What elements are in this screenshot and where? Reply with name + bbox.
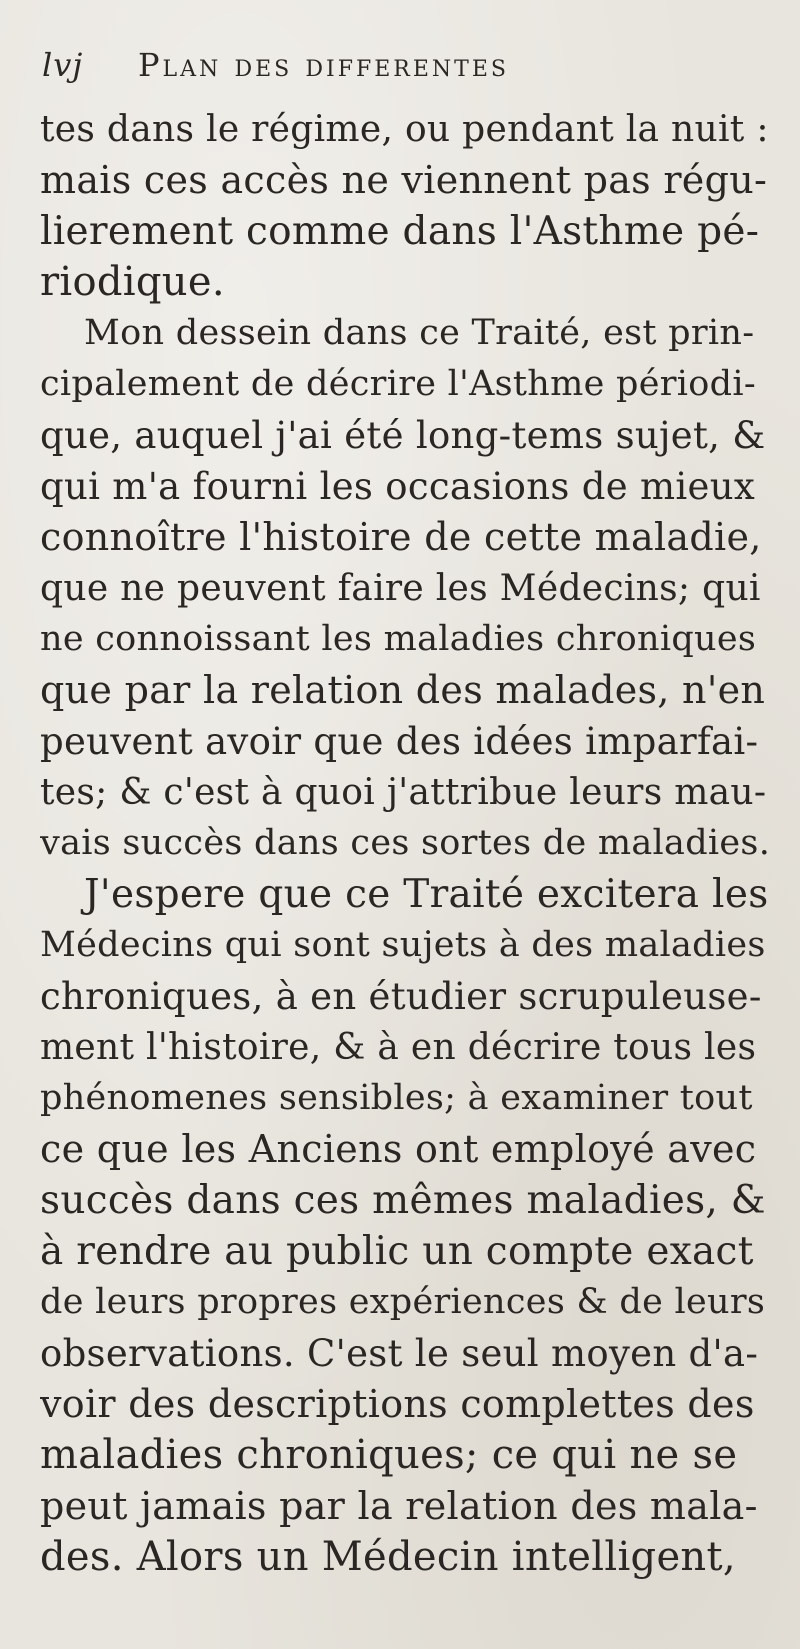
text-line: tes; & c'est à quoi j'attribue leurs mau-	[40, 772, 767, 813]
text-line: à rendre au public un compte exact	[40, 1229, 754, 1274]
text-line: vais succès dans ces sortes de maladies.	[40, 823, 770, 863]
text-line: connoître l'histoire de cette maladie,	[40, 515, 762, 559]
text-line: observations. C'est le seul moyen d'a-	[40, 1332, 759, 1375]
text-line: ne connoissant les maladies chroniques	[40, 619, 757, 659]
text-line: des. Alors un Médecin intelligent,	[40, 1534, 736, 1580]
text-line: Médecins qui sont sujets à des maladies	[40, 925, 766, 965]
text-line: succès dans ces mêmes maladies, &	[40, 1178, 766, 1223]
text-line: chroniques, à en étudier scrupuleuse-	[40, 975, 762, 1018]
running-title: Plan des differentes	[138, 46, 509, 84]
text-line: J'espere que ce Traité excitera les	[84, 872, 769, 917]
text-line: phénomenes sensibles; à examiner tout	[40, 1078, 753, 1118]
text-line: peut jamais par la relation des mala-	[40, 1484, 758, 1528]
text-line: mais ces accès ne viennent pas régu-	[40, 158, 768, 202]
page-header	[42, 46, 742, 96]
body-text	[40, 104, 770, 1583]
text-line: de leurs propres expériences & de leurs	[40, 1282, 766, 1322]
text-line: que, auquel j'ai été long-tems sujet, &	[40, 414, 766, 457]
text-line: que ne peuvent faire les Médecins; qui	[40, 568, 761, 609]
text-line: ce que les Anciens ont employé avec	[40, 1127, 757, 1171]
text-line: cipalement de décrire l'Asthme périodi-	[40, 364, 756, 404]
text-line: que par la relation des malades, n'en	[40, 668, 766, 712]
text-line: lierement comme dans l'Asthme pé-	[40, 209, 760, 254]
text-line: Mon dessein dans ce Traité, est prin-	[84, 313, 755, 353]
text-line: peuvent avoir que des idées imparfai-	[40, 720, 759, 763]
page-number: lvj	[42, 46, 84, 84]
text-line: qui m'a fourni les occasions de mieux	[40, 465, 755, 508]
text-line: riodique.	[40, 259, 225, 305]
text-line: ment l'histoire, & à en décrire tous les	[40, 1027, 757, 1068]
text-line: tes dans le régime, ou pendant la nuit :	[40, 109, 769, 150]
text-line: voir des descriptions complettes des	[40, 1382, 755, 1426]
text-line: maladies chroniques; ce qui ne se	[40, 1432, 738, 1478]
